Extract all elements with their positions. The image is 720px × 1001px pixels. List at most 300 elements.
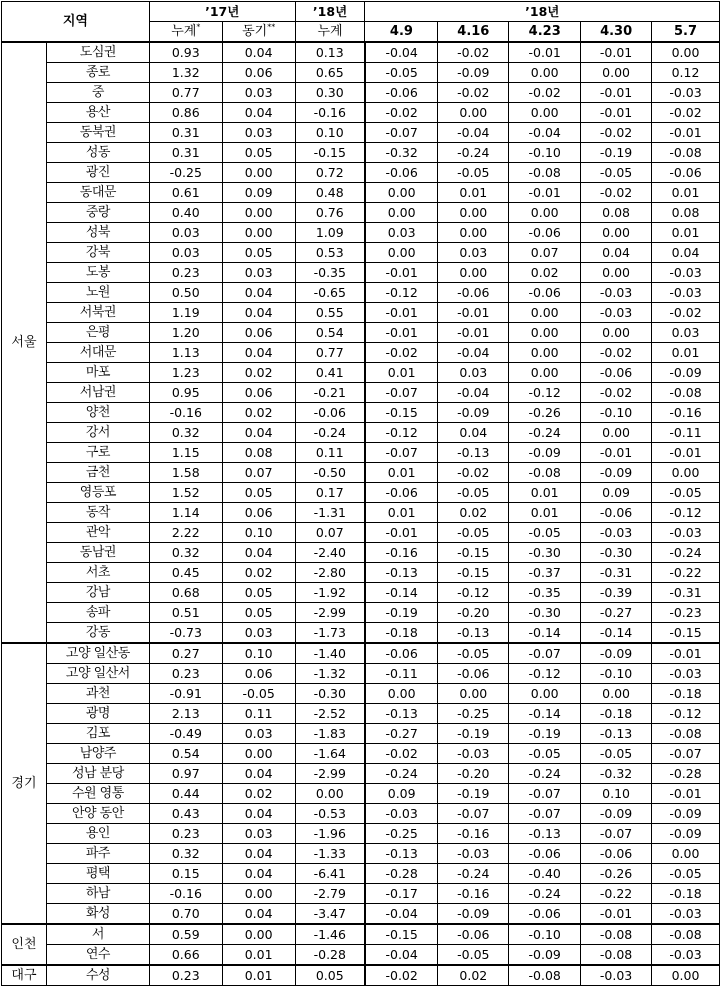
value-cell: -0.06 (581, 503, 652, 523)
value-cell: 0.00 (222, 223, 295, 243)
value-cell: 0.04 (222, 42, 295, 63)
value-cell: -0.25 (365, 824, 438, 844)
region-header: 지역 (2, 2, 150, 43)
value-cell: 0.02 (222, 403, 295, 423)
value-cell: -0.02 (438, 42, 509, 63)
value-cell: -0.32 (581, 764, 652, 784)
value-cell: -0.16 (295, 103, 365, 123)
value-cell: -0.13 (438, 443, 509, 463)
area-cell: 하남 (46, 884, 149, 904)
value-cell: -0.13 (581, 724, 652, 744)
value-cell: -0.02 (438, 463, 509, 483)
area-cell: 양천 (46, 403, 149, 423)
value-cell: -0.19 (438, 784, 509, 804)
area-cell: 중랑 (46, 203, 149, 223)
value-cell: -0.01 (581, 103, 652, 123)
value-cell: -0.24 (509, 884, 581, 904)
value-cell: -0.05 (652, 483, 720, 503)
table-row (2, 303, 720, 323)
value-cell: -1.33 (295, 844, 365, 864)
value-cell: 1.20 (149, 323, 222, 343)
value-cell: 0.00 (581, 223, 652, 243)
table-row (2, 103, 720, 123)
value-cell: -0.14 (365, 583, 438, 603)
value-cell: 0.00 (581, 684, 652, 704)
value-cell: 0.15 (149, 864, 222, 884)
value-cell: 2.13 (149, 704, 222, 724)
value-cell: -0.03 (652, 945, 720, 966)
table-row (2, 363, 720, 383)
value-cell: -0.15 (438, 543, 509, 563)
value-cell: 0.04 (222, 904, 295, 925)
value-cell: 0.04 (581, 243, 652, 263)
value-cell: -0.21 (295, 383, 365, 403)
value-cell: -0.28 (365, 864, 438, 884)
value-cell: -0.05 (509, 523, 581, 543)
value-cell: -0.13 (438, 623, 509, 644)
area-cell: 금천 (46, 463, 149, 483)
value-cell: -0.14 (509, 704, 581, 724)
value-cell: -0.02 (509, 83, 581, 103)
value-cell: -0.01 (438, 323, 509, 343)
value-cell: -0.14 (581, 623, 652, 644)
value-cell: 0.76 (295, 203, 365, 223)
area-cell: 도심권 (46, 42, 149, 63)
value-cell: 2.22 (149, 523, 222, 543)
value-cell: -0.04 (438, 383, 509, 403)
value-cell: -0.01 (365, 523, 438, 543)
value-cell: 0.04 (222, 864, 295, 884)
year-18-cum-header: ’18년 (295, 2, 365, 22)
table-row (2, 664, 720, 684)
table-row (2, 423, 720, 443)
value-cell: 0.00 (581, 63, 652, 83)
value-cell: -0.19 (438, 724, 509, 744)
price-change-table (1, 1, 720, 986)
value-cell: 0.03 (652, 323, 720, 343)
area-cell: 성북 (46, 223, 149, 243)
area-cell: 송파 (46, 603, 149, 623)
table-row (2, 965, 720, 986)
value-cell: 0.32 (149, 844, 222, 864)
value-cell: 0.08 (652, 203, 720, 223)
value-cell: -0.02 (365, 965, 438, 986)
area-cell: 화성 (46, 904, 149, 925)
area-cell: 마포 (46, 363, 149, 383)
value-cell: -0.08 (581, 945, 652, 966)
value-cell: -0.09 (438, 63, 509, 83)
area-cell: 서 (46, 924, 149, 945)
value-cell: -0.04 (509, 123, 581, 143)
value-cell: 0.05 (222, 603, 295, 623)
value-cell: 0.00 (365, 203, 438, 223)
value-cell: 0.01 (438, 183, 509, 203)
value-cell: 0.03 (222, 83, 295, 103)
area-cell: 강북 (46, 243, 149, 263)
area-cell: 김포 (46, 724, 149, 744)
value-cell: -0.14 (509, 623, 581, 644)
area-cell: 성남 분당 (46, 764, 149, 784)
value-cell: -0.08 (509, 163, 581, 183)
value-cell: 0.06 (222, 323, 295, 343)
year-18-weekly-header: ’18년 (365, 2, 720, 22)
value-cell: 0.23 (149, 965, 222, 986)
value-cell: -0.01 (365, 303, 438, 323)
table-row (2, 383, 720, 403)
value-cell: 1.13 (149, 343, 222, 363)
value-cell: -0.35 (509, 583, 581, 603)
area-cell: 종로 (46, 63, 149, 83)
value-cell: 0.27 (149, 643, 222, 664)
table-row (2, 203, 720, 223)
value-cell: -0.08 (652, 724, 720, 744)
value-cell: 0.04 (222, 343, 295, 363)
table-row (2, 463, 720, 483)
week-header-1: 4.9 (365, 22, 438, 43)
area-cell: 광명 (46, 704, 149, 724)
value-cell: -0.39 (581, 583, 652, 603)
area-cell: 용산 (46, 103, 149, 123)
value-cell: -0.03 (581, 965, 652, 986)
area-cell: 은평 (46, 323, 149, 343)
value-cell: -0.24 (438, 864, 509, 884)
value-cell: 0.12 (652, 63, 720, 83)
value-cell: 0.00 (438, 203, 509, 223)
area-cell: 강동 (46, 623, 149, 644)
value-cell: -1.96 (295, 824, 365, 844)
value-cell: -0.12 (365, 283, 438, 303)
value-cell: 0.45 (149, 563, 222, 583)
value-cell: -0.10 (581, 403, 652, 423)
value-cell: -0.07 (365, 123, 438, 143)
area-cell: 서초 (46, 563, 149, 583)
table-row (2, 543, 720, 563)
value-cell: 0.40 (149, 203, 222, 223)
value-cell: -0.10 (581, 664, 652, 684)
value-cell: -0.01 (509, 183, 581, 203)
value-cell: -0.06 (295, 403, 365, 423)
value-cell: 0.95 (149, 383, 222, 403)
value-cell: -0.06 (509, 844, 581, 864)
value-cell: 0.77 (149, 83, 222, 103)
value-cell: 0.00 (222, 163, 295, 183)
value-cell: -0.02 (581, 183, 652, 203)
area-cell: 남양주 (46, 744, 149, 764)
value-cell: -0.12 (509, 664, 581, 684)
value-cell: -0.09 (581, 804, 652, 824)
value-cell: -0.12 (438, 583, 509, 603)
table-row (2, 623, 720, 644)
value-cell: 0.01 (365, 503, 438, 523)
value-cell: -0.27 (365, 724, 438, 744)
value-cell: 0.09 (222, 183, 295, 203)
value-cell: 0.00 (509, 203, 581, 223)
value-cell: 0.05 (222, 583, 295, 603)
value-cell: -0.15 (365, 403, 438, 423)
value-cell: -0.15 (365, 924, 438, 945)
value-cell: -0.06 (652, 163, 720, 183)
value-cell: 0.86 (149, 103, 222, 123)
cum-17-footnote-mark: * (196, 22, 201, 32)
value-cell: 0.06 (222, 664, 295, 684)
value-cell: -0.06 (581, 363, 652, 383)
value-cell: -0.06 (365, 643, 438, 664)
value-cell: -1.73 (295, 623, 365, 644)
value-cell: -0.18 (365, 623, 438, 644)
value-cell: -0.16 (365, 543, 438, 563)
table-row (2, 263, 720, 283)
value-cell: 0.23 (149, 263, 222, 283)
value-cell: 0.02 (438, 965, 509, 986)
table-row (2, 443, 720, 463)
value-cell: 0.04 (222, 103, 295, 123)
value-cell: 0.08 (581, 203, 652, 223)
value-cell: 0.00 (509, 63, 581, 83)
value-cell: 0.00 (509, 684, 581, 704)
value-cell: -0.05 (438, 523, 509, 543)
value-cell: 0.00 (509, 363, 581, 383)
table-row (2, 704, 720, 724)
value-cell: -0.32 (365, 143, 438, 163)
value-cell: -0.01 (652, 123, 720, 143)
value-cell: -2.40 (295, 543, 365, 563)
value-cell: 1.09 (295, 223, 365, 243)
value-cell: -0.03 (652, 664, 720, 684)
value-cell: -0.12 (509, 383, 581, 403)
value-cell: -0.09 (581, 643, 652, 664)
cum-17-label: 누계 (171, 24, 197, 39)
value-cell: -1.64 (295, 744, 365, 764)
area-cell: 동북권 (46, 123, 149, 143)
value-cell: 0.01 (222, 965, 295, 986)
value-cell: -0.06 (438, 924, 509, 945)
value-cell: 0.32 (149, 543, 222, 563)
value-cell: -0.19 (581, 143, 652, 163)
value-cell: -0.05 (438, 483, 509, 503)
value-cell: -0.03 (438, 744, 509, 764)
value-cell: 0.13 (295, 42, 365, 63)
value-cell: 0.02 (222, 363, 295, 383)
value-cell: 0.01 (365, 463, 438, 483)
value-cell: -0.91 (149, 684, 222, 704)
value-cell: -0.01 (652, 643, 720, 664)
table-row (2, 83, 720, 103)
area-cell: 연수 (46, 945, 149, 966)
value-cell: -0.01 (581, 83, 652, 103)
table-row (2, 223, 720, 243)
value-cell: 0.00 (222, 884, 295, 904)
value-cell: 0.70 (149, 904, 222, 925)
value-cell: 0.00 (365, 684, 438, 704)
table-row (2, 563, 720, 583)
value-cell: -0.05 (581, 744, 652, 764)
value-cell: 0.00 (581, 323, 652, 343)
value-cell: -0.07 (438, 804, 509, 824)
table-row (2, 183, 720, 203)
value-cell: -0.65 (295, 283, 365, 303)
value-cell: 0.77 (295, 343, 365, 363)
value-cell: -0.05 (438, 163, 509, 183)
value-cell: 0.01 (365, 363, 438, 383)
value-cell: 0.55 (295, 303, 365, 323)
area-cell: 동작 (46, 503, 149, 523)
value-cell: -0.37 (509, 563, 581, 583)
value-cell: -0.03 (652, 83, 720, 103)
area-cell: 서북권 (46, 303, 149, 323)
value-cell: 0.01 (509, 503, 581, 523)
value-cell: 0.03 (438, 363, 509, 383)
area-cell: 중 (46, 83, 149, 103)
value-cell: -0.08 (509, 965, 581, 986)
value-cell: 0.03 (438, 243, 509, 263)
area-cell: 성동 (46, 143, 149, 163)
table-row (2, 643, 720, 664)
value-cell: -0.15 (652, 623, 720, 644)
table-row (2, 945, 720, 966)
value-cell: -0.16 (149, 884, 222, 904)
value-cell: -2.99 (295, 764, 365, 784)
yoy-17-footnote-mark: ** (267, 22, 276, 32)
value-cell: 0.00 (652, 42, 720, 63)
value-cell: 0.51 (149, 603, 222, 623)
value-cell: 0.01 (652, 223, 720, 243)
region-cell: 대구 (2, 965, 47, 986)
value-cell: -0.25 (149, 163, 222, 183)
value-cell: -0.22 (581, 884, 652, 904)
area-cell: 고양 일산동 (46, 643, 149, 664)
region-cell: 서울 (2, 42, 47, 643)
value-cell: -0.01 (652, 443, 720, 463)
value-cell: 0.01 (222, 945, 295, 966)
value-cell: -0.08 (652, 143, 720, 163)
value-cell: -0.25 (438, 704, 509, 724)
value-cell: -0.16 (149, 403, 222, 423)
value-cell: 0.05 (295, 965, 365, 986)
value-cell: -0.18 (581, 704, 652, 724)
value-cell: -0.16 (438, 824, 509, 844)
value-cell: 0.02 (222, 784, 295, 804)
value-cell: -0.22 (652, 563, 720, 583)
value-cell: -2.52 (295, 704, 365, 724)
table-row (2, 784, 720, 804)
value-cell: 0.30 (295, 83, 365, 103)
area-cell: 구로 (46, 443, 149, 463)
value-cell: -1.31 (295, 503, 365, 523)
value-cell: 0.03 (222, 724, 295, 744)
value-cell: -0.06 (438, 664, 509, 684)
value-cell: -0.13 (365, 563, 438, 583)
table-row (2, 123, 720, 143)
table-row (2, 924, 720, 945)
value-cell: 0.10 (295, 123, 365, 143)
area-cell: 과천 (46, 684, 149, 704)
value-cell: -0.06 (438, 283, 509, 303)
value-cell: 0.04 (222, 283, 295, 303)
table-row (2, 283, 720, 303)
area-cell: 강서 (46, 423, 149, 443)
value-cell: -3.47 (295, 904, 365, 925)
value-cell: -0.19 (365, 603, 438, 623)
value-cell: 0.03 (222, 824, 295, 844)
area-cell: 수성 (46, 965, 149, 986)
area-cell: 관악 (46, 523, 149, 543)
yoy-17-header (222, 22, 295, 43)
value-cell: -0.07 (509, 804, 581, 824)
value-cell: 0.05 (222, 143, 295, 163)
value-cell: -0.09 (652, 363, 720, 383)
value-cell: 0.04 (222, 844, 295, 864)
value-cell: 0.02 (509, 263, 581, 283)
value-cell: -0.05 (581, 163, 652, 183)
value-cell: 1.19 (149, 303, 222, 323)
value-cell: -0.06 (509, 904, 581, 925)
area-cell: 동대문 (46, 183, 149, 203)
value-cell: -1.32 (295, 664, 365, 684)
header-row-1 (2, 2, 720, 22)
value-cell: 0.09 (365, 784, 438, 804)
value-cell: 0.41 (295, 363, 365, 383)
value-cell: -0.04 (365, 945, 438, 966)
value-cell: -0.07 (509, 784, 581, 804)
value-cell: 0.03 (149, 223, 222, 243)
value-cell: 0.00 (438, 223, 509, 243)
value-cell: 0.06 (222, 63, 295, 83)
value-cell: -1.83 (295, 724, 365, 744)
value-cell: 1.58 (149, 463, 222, 483)
value-cell: -0.15 (295, 143, 365, 163)
value-cell: -0.26 (509, 403, 581, 423)
value-cell: -0.05 (438, 945, 509, 966)
value-cell: 0.00 (438, 684, 509, 704)
value-cell: 0.43 (149, 804, 222, 824)
value-cell: 0.11 (222, 704, 295, 724)
value-cell: -0.28 (295, 945, 365, 966)
value-cell: -0.02 (652, 303, 720, 323)
area-cell: 평택 (46, 864, 149, 884)
value-cell: -0.04 (438, 123, 509, 143)
value-cell: -0.09 (652, 824, 720, 844)
value-cell: -0.30 (509, 603, 581, 623)
table-row (2, 844, 720, 864)
value-cell: 0.00 (222, 203, 295, 223)
value-cell: 0.06 (222, 383, 295, 403)
table-row (2, 163, 720, 183)
value-cell: 0.00 (222, 744, 295, 764)
value-cell: 0.03 (222, 623, 295, 644)
value-cell: 0.00 (222, 924, 295, 945)
value-cell: 0.00 (438, 263, 509, 283)
value-cell: -0.20 (438, 764, 509, 784)
table-row (2, 63, 720, 83)
value-cell: -0.24 (365, 764, 438, 784)
value-cell: 0.04 (222, 543, 295, 563)
value-cell: 0.66 (149, 945, 222, 966)
value-cell: 0.17 (295, 483, 365, 503)
value-cell: -0.03 (652, 904, 720, 925)
value-cell: 0.00 (509, 303, 581, 323)
value-cell: -0.01 (581, 904, 652, 925)
value-cell: 0.04 (222, 303, 295, 323)
value-cell: 0.00 (295, 784, 365, 804)
value-cell: -0.31 (652, 583, 720, 603)
table-row (2, 603, 720, 623)
value-cell: -0.26 (581, 864, 652, 884)
value-cell: -0.31 (581, 563, 652, 583)
value-cell: 0.72 (295, 163, 365, 183)
value-cell: 0.10 (581, 784, 652, 804)
table-row (2, 483, 720, 503)
value-cell: -1.92 (295, 583, 365, 603)
